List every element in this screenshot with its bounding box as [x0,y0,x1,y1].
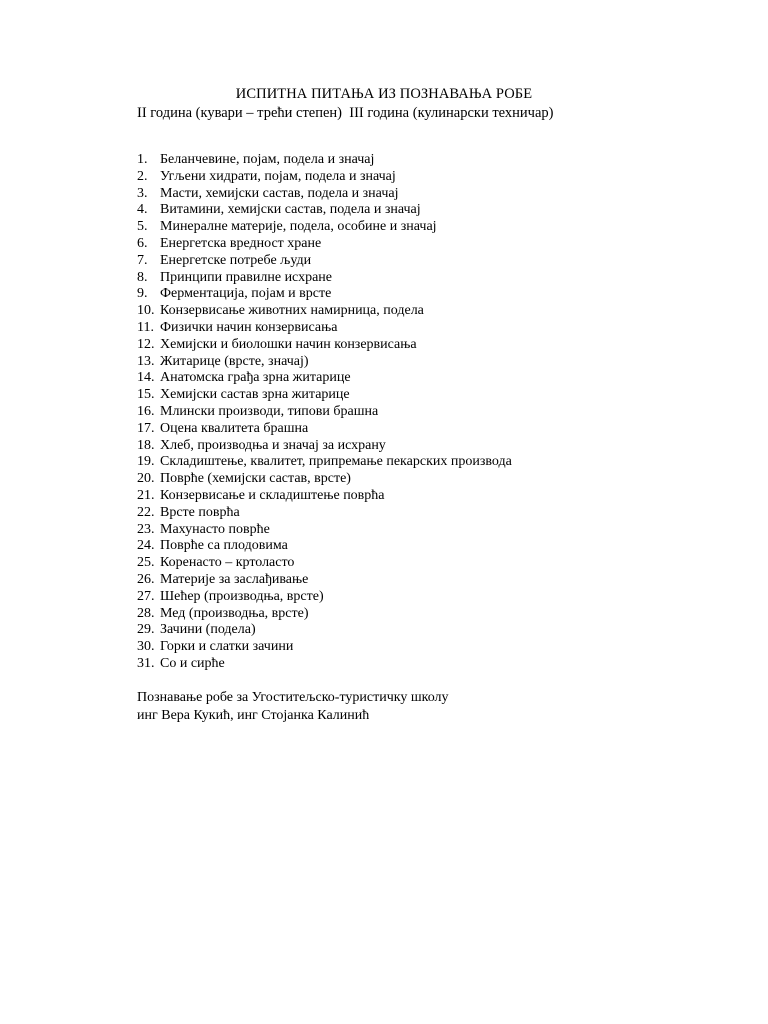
question-item [137,639,512,656]
question-text: Принципи правилне исхране [160,269,333,285]
question-number: 2. [137,168,148,184]
question-item [137,202,512,219]
question-item [137,572,512,589]
question-text: Горки и слатки зачини [160,639,294,655]
question-text: Хемијски састав зрна житарице [160,387,350,403]
question-text: Беланчевине, појам, подела и значај [160,152,375,167]
question-item [137,253,512,270]
question-text: Конзервисање животних намирница, подела [160,303,424,319]
question-text: Складиштење, квалитет, припремање пекарских производа [160,454,512,470]
question-item [137,522,512,539]
question-number: 17. [137,420,155,436]
question-item [137,236,512,253]
question-item [137,370,512,387]
question-item [137,589,512,606]
question-number: 26. [137,571,155,587]
question-number: 13. [137,353,155,369]
question-number: 24. [137,538,155,554]
question-item [137,622,512,639]
question-number: 5. [137,219,148,235]
question-number: 23. [137,521,155,537]
footer-course-line: Познавање робе за Угоститељско-туристичку школу [137,690,449,705]
question-item [137,337,512,354]
question-item [137,270,512,287]
document-title: ИСПИТНА ПИТАЊА ИЗ ПОЗНАВАЊА РОБЕ [235,86,533,102]
question-text: Конзервисање и складиштење поврћа [160,487,385,503]
question-number: 11. [137,319,154,335]
question-item [137,488,512,505]
question-text: Зачини (подела) [160,622,256,638]
question-text: Анатомска грађа зрна житарице [160,370,351,386]
question-text: Шећер (производња, врсте) [160,588,324,604]
question-item [137,438,512,455]
question-text: Витамини, хемијски састав, подела и значај [160,202,421,218]
question-text: Хемијски и биолошки начин конзервисања [160,336,417,352]
question-number: 8. [137,269,148,285]
question-text: Масти, хемијски састав, подела и значај [160,185,399,201]
question-item [137,286,512,303]
question-item [137,186,512,203]
question-item [137,303,512,320]
question-number: 7. [137,252,148,268]
question-text: Поврће са плодовима [160,538,288,554]
question-item [137,404,512,421]
question-item [137,454,512,471]
question-item [137,387,512,404]
question-text: Мед (производња, врсте) [160,605,309,621]
question-item [137,606,512,623]
question-text: Хлеб, производња и значај за исхрану [160,437,386,453]
question-number: 19. [137,454,155,470]
question-number: 29. [137,622,155,638]
question-number: 28. [137,605,155,621]
question-item [137,471,512,488]
question-text: Енергетска вредност хране [160,235,322,251]
question-number: 6. [137,235,148,251]
question-text: Житарице (врсте, значај) [160,353,309,369]
document-footer [137,689,449,725]
question-number: 14. [137,370,155,386]
question-text: Врсте поврћа [160,504,240,520]
question-number: 10. [137,303,155,319]
question-text: Со и сирће [160,655,225,671]
question-number: 21. [137,487,155,503]
question-number: 9. [137,286,148,302]
question-number: 1. [137,152,148,167]
question-number: 15. [137,387,155,403]
question-number: 31. [137,655,155,671]
question-item [137,538,512,555]
question-item [137,656,512,673]
question-number: 20. [137,471,155,487]
question-text: Оцена квалитета брашна [160,420,309,436]
question-item [137,320,512,337]
question-item [137,354,512,371]
question-text: Ферментација, појам и врсте [160,286,332,302]
question-item [137,152,512,169]
question-number: 12. [137,336,155,352]
question-number: 3. [137,185,148,201]
question-number: 25. [137,555,155,571]
question-item [137,555,512,572]
question-number: 4. [137,202,148,218]
question-item [137,421,512,438]
question-text: Материје за заслађивање [160,571,309,587]
question-text: Коренасто – кртоласто [160,555,295,571]
question-text: Физички начин конзервисања [160,319,338,335]
question-number: 27. [137,588,155,604]
question-item [137,219,512,236]
question-text: Угљени хидрати, појам, подела и значај [160,168,396,184]
question-text: Енергетске потребе људи [160,252,312,268]
footer-authors-line: инг Вера Кукић, инг Стојанка Калинић [137,708,370,723]
document-subtitle: II година (кувари – трећи степен) III година (кулинарски техничар) [137,105,554,121]
question-text: Млински производи, типови брашна [160,403,379,419]
question-number: 30. [137,639,155,655]
question-text: Поврће (хемијски састав, врсте) [160,471,351,487]
question-text: Махунасто поврће [160,521,270,537]
questions-list [137,152,512,673]
question-number: 18. [137,437,155,453]
question-item [137,505,512,522]
question-item [137,169,512,186]
question-number: 22. [137,504,155,520]
question-text: Минералне материје, подела, особине и значај [160,219,437,235]
question-number: 16. [137,403,155,419]
